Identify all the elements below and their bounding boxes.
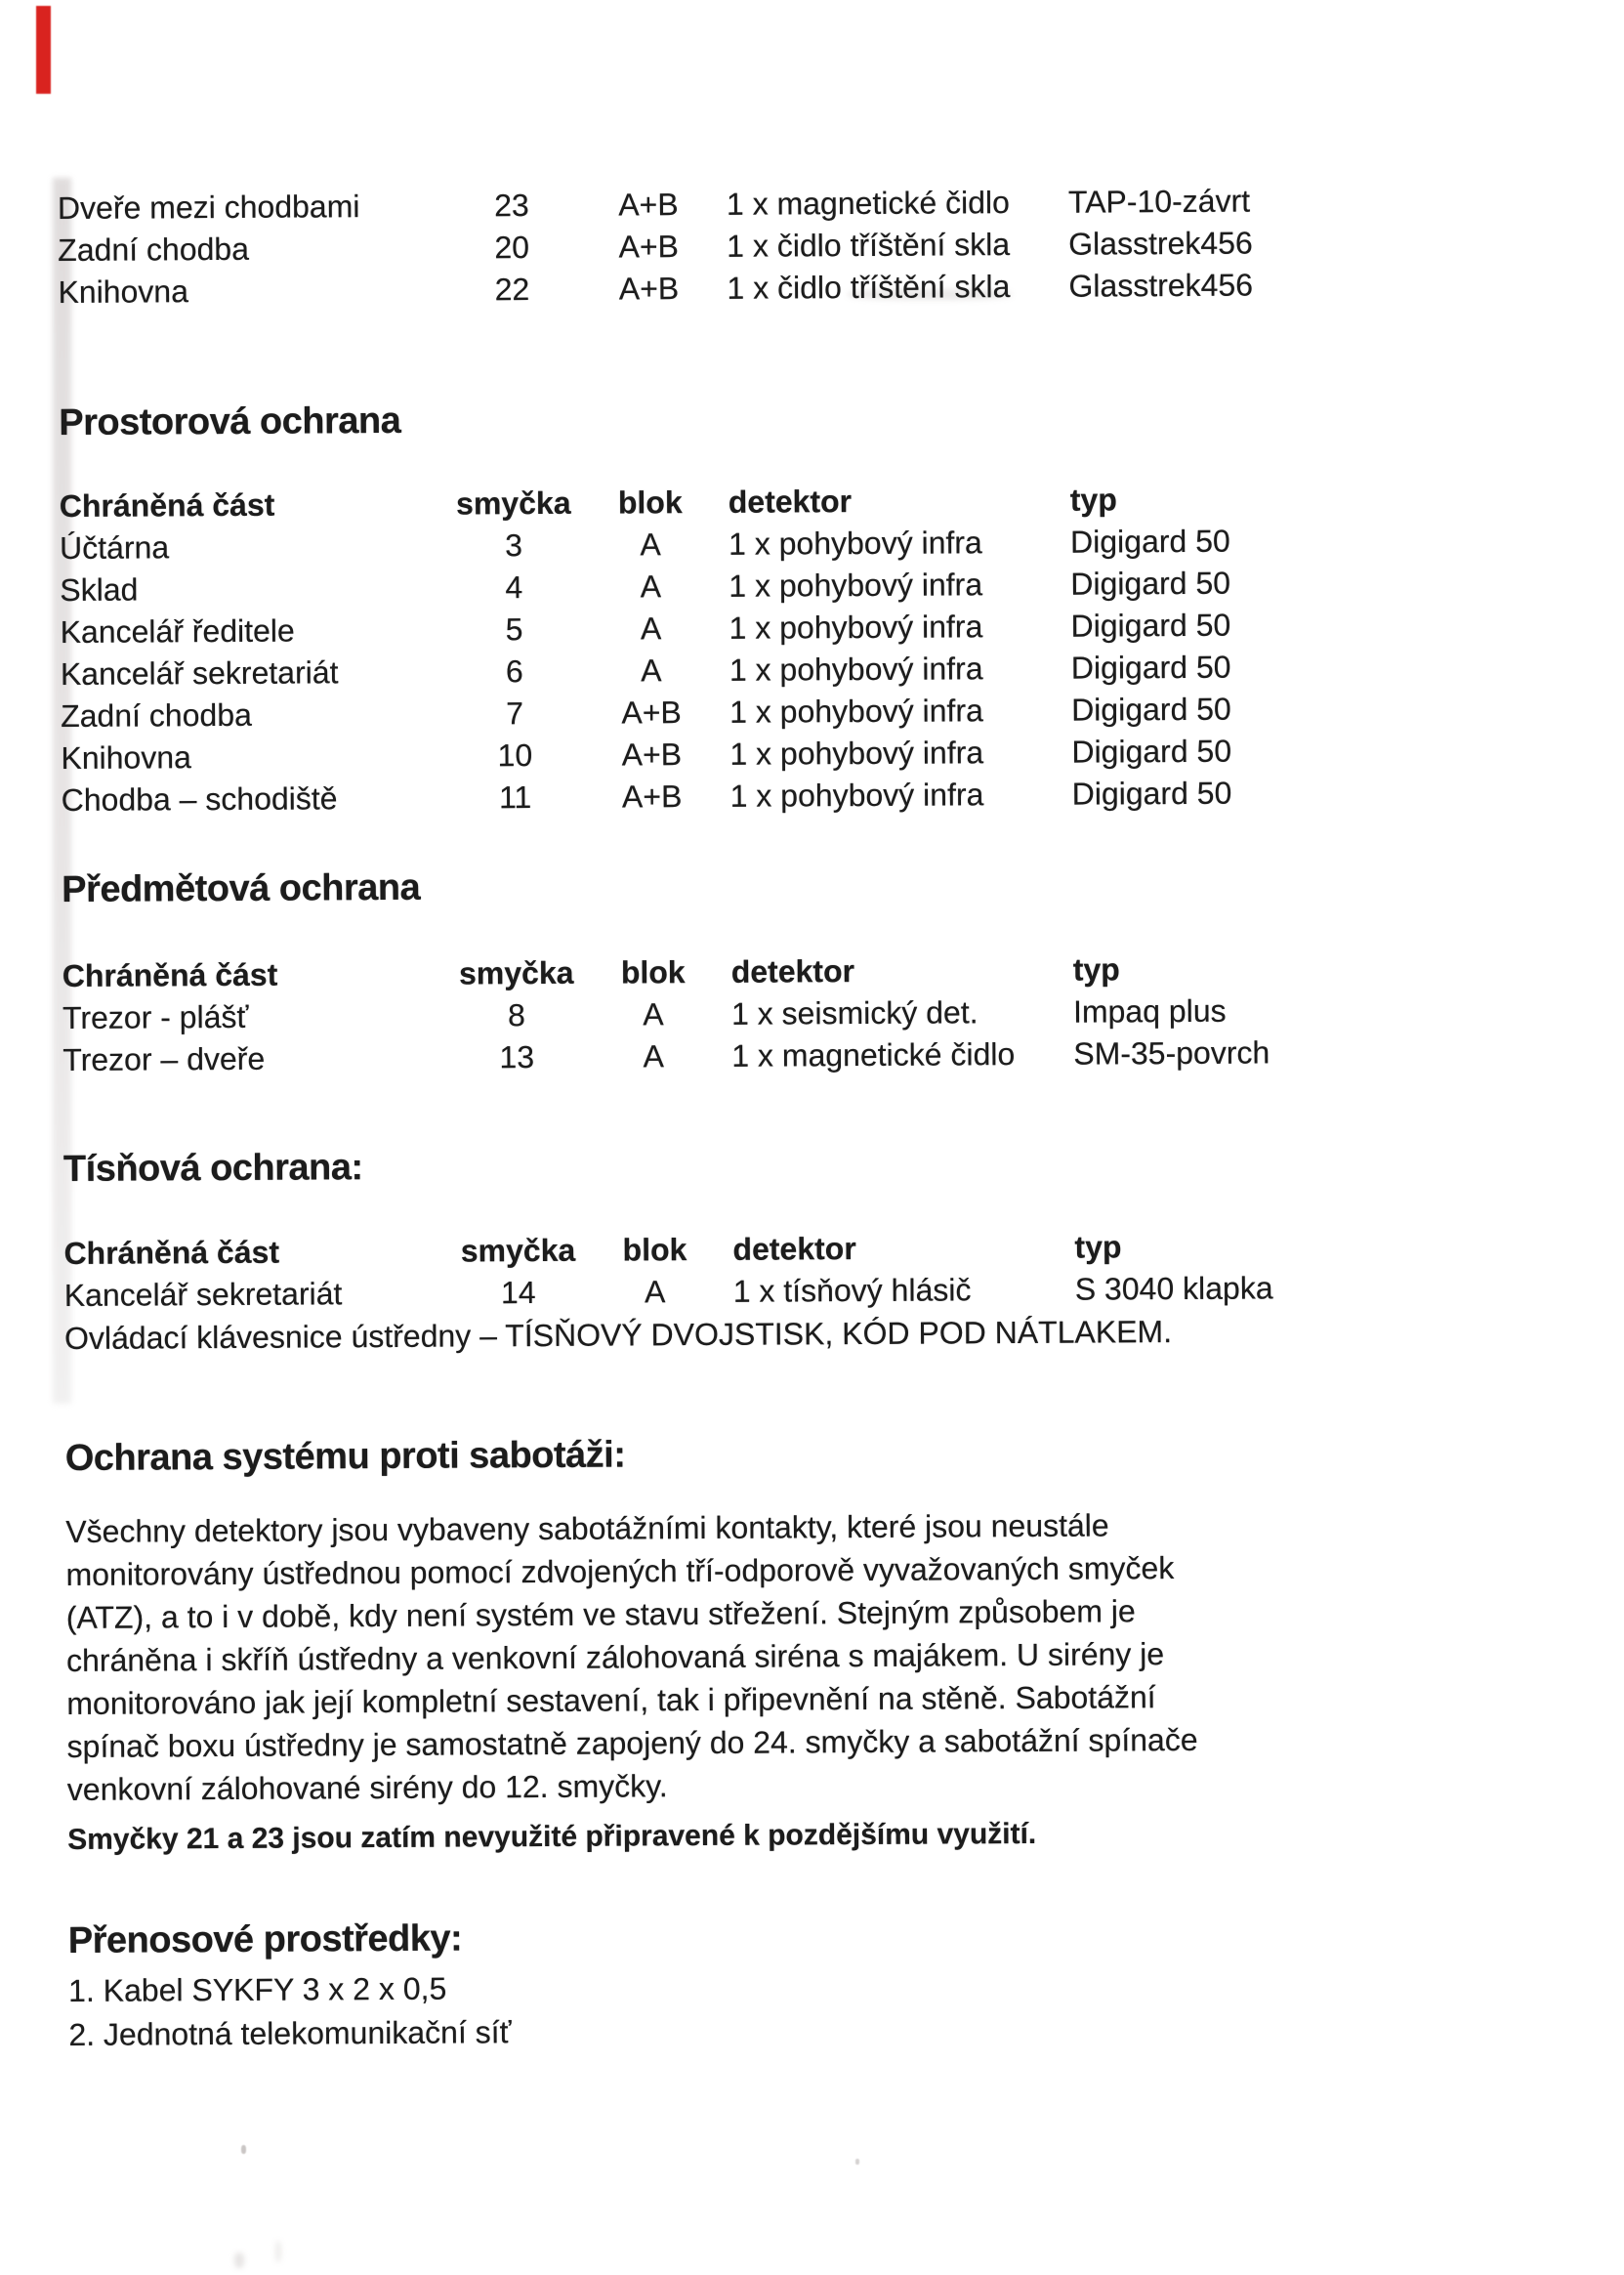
cell-type: Digigard 50 (1071, 775, 1232, 812)
cell-loop: 6 (505, 653, 523, 690)
cell-block: A (640, 569, 662, 605)
cell-detector: 1 x pohybový infra (729, 567, 983, 604)
cell-protected-area: Kancelář sekretariát (60, 654, 339, 693)
section-title-prenosove: Přenosové prostředky: (67, 1917, 463, 1961)
cell-block: A (644, 1274, 666, 1310)
cell-type: Digigard 50 (1069, 523, 1230, 560)
table-row (62, 1030, 1594, 1081)
cell-type: Digigard 50 (1070, 649, 1231, 686)
cell-block: A (641, 653, 662, 689)
cell-protected-area: Zadní chodba (61, 696, 252, 735)
section-title-sabotaz: Ochrana systému proti sabotáži: (64, 1434, 626, 1479)
cell-detector: 1 x pohybový infra (729, 609, 983, 646)
cell-protected-area: Knihovna (61, 739, 191, 777)
cell-protected-area: Knihovna (58, 274, 189, 311)
list-item: 1. Kabel SYKFY 3 x 2 x 0,5 (68, 1970, 447, 2008)
paragraph-line: chráněna i skříň ústředny a venkovní zálohovaná siréna s majákem. U sirény je (65, 1636, 1165, 1678)
paragraph-line: Všechny detektory jsou vybaveny sabotážními kontakty, které jsou neustále (65, 1507, 1109, 1549)
spare-loops-note: Smyčky 21 a 23 jsou zatím nevyužité připravené k pozdějšímu využití. (67, 1817, 1037, 1856)
cell-detector: 1 x magnetické čidlo (726, 185, 1010, 222)
cell-protected-area: Kancelář sekretariát (63, 1276, 343, 1313)
cell-block: A (640, 611, 662, 647)
cell-type: Digigard 50 (1071, 691, 1231, 728)
cell-protected-area: Chodba – schodiště (61, 780, 338, 819)
cell-block: A+B (621, 779, 683, 815)
sabotage-paragraph (65, 1500, 1599, 1811)
cell-loop: 5 (505, 611, 523, 648)
col-header-loop: smyčka (460, 1232, 576, 1269)
cell-block: A+B (618, 187, 679, 223)
cell-detector: 1 x pohybový infra (728, 525, 982, 562)
col-header-type: typ (1072, 951, 1120, 988)
table-row (62, 770, 1593, 822)
cell-type: SM-35-povrch (1073, 1034, 1270, 1072)
cell-detector: 1 x pohybový infra (729, 777, 984, 814)
cell-type: TAP-10-závrt (1067, 183, 1251, 220)
col-header-protected-area: Chráněná část (59, 486, 275, 525)
cell-type: S 3040 klapka (1074, 1270, 1273, 1307)
cell-block: A+B (618, 229, 680, 265)
cell-block: A (643, 996, 664, 1032)
col-header-protected-area: Chráněná část (63, 1234, 280, 1271)
cell-detector: 1 x seismický det. (730, 994, 979, 1032)
cell-loop: 3 (505, 527, 523, 564)
cell-type: Impaq plus (1072, 992, 1227, 1030)
paragraph-line: monitorovány ústřednou pomocí zdvojených tří-odporově vyvažovaných smyček (65, 1550, 1175, 1592)
col-header-type: typ (1074, 1229, 1122, 1265)
col-header-block: blok (622, 1232, 687, 1268)
cell-detector: 1 x pohybový infra (729, 735, 984, 772)
cell-detector: 1 x tísňový hlásič (732, 1272, 972, 1309)
section-title-prostorova: Prostorová ochrana (59, 400, 401, 444)
cell-block: A (640, 527, 661, 563)
cell-detector: 1 x čidlo tříštění skla (727, 227, 1011, 264)
col-header-protected-area: Chráněná část (62, 956, 278, 994)
predmetova-table (62, 946, 1595, 1081)
cell-loop: 10 (497, 737, 533, 774)
cell-loop: 7 (506, 695, 524, 732)
paragraph-line: (ATZ), a to i v době, kdy není systém ve stavu střežení. Stejným způsobem je (65, 1593, 1136, 1635)
cell-loop: 11 (498, 779, 532, 816)
cell-type: Glasstrek456 (1068, 267, 1254, 304)
list-item: 2. Jednotná telekomunikační síť (68, 2014, 512, 2052)
cell-protected-area: Zadní chodba (58, 231, 250, 269)
paragraph-line: monitorováno jak její kompletní sestavení, tak i připevnění na stěně. Sabotážní (66, 1679, 1156, 1721)
tisnova-table (63, 1223, 1595, 1317)
paragraph-line: venkovní zálohované sirény do 12. smyčky. (66, 1768, 668, 1807)
cell-loop: 22 (494, 272, 530, 308)
col-header-block: blok (617, 484, 683, 521)
cell-protected-area: Účtárna (59, 529, 170, 567)
cell-detector: 1 x pohybový infra (729, 693, 983, 730)
cell-block: A+B (618, 271, 680, 307)
col-header-detector: detektor (728, 484, 853, 520)
cell-type: Digigard 50 (1070, 565, 1231, 602)
prostorova-table (60, 476, 1593, 822)
cell-loop: 13 (499, 1039, 535, 1075)
cell-type: Glasstrek456 (1068, 225, 1253, 262)
cell-detector: 1 x pohybový infra (729, 651, 983, 688)
col-header-block: blok (620, 954, 686, 990)
table-row (58, 262, 1589, 314)
cell-block: A+B (621, 737, 683, 773)
col-header-loop: smyčka (458, 954, 574, 991)
cell-loop: 20 (494, 230, 530, 266)
perimeter-protection-table-continuation (58, 178, 1590, 314)
cell-block: A (643, 1038, 665, 1074)
cell-block: A+B (621, 695, 682, 731)
cell-type: Digigard 50 (1071, 733, 1232, 770)
section-title-predmetova: Předmětová ochrana (62, 866, 421, 911)
cell-protected-area: Dveře mezi chodbami (57, 189, 360, 227)
cell-loop: 8 (508, 997, 526, 1033)
paragraph-line: spínač boxu ústředny je samostatně zapojený do 24. smyčky a sabotážní spínače (66, 1721, 1198, 1764)
cell-type: Digigard 50 (1070, 607, 1231, 644)
cell-detector: 1 x čidlo tříštění skla (727, 269, 1011, 306)
section-title-tisnova: Tísňová ochrana: (62, 1147, 363, 1190)
cell-loop: 14 (500, 1275, 536, 1311)
col-header-detector: detektor (732, 1231, 856, 1267)
col-header-detector: detektor (730, 953, 855, 990)
cell-protected-area: Trezor – dveře (62, 1040, 266, 1078)
col-header-type: typ (1069, 482, 1117, 518)
col-header-loop: smyčka (455, 484, 571, 522)
cell-protected-area: Trezor - plášť (62, 998, 249, 1036)
keypad-duress-note: Ovládací klávesnice ústředny – TÍSŇOVÝ DVOJSTISK, KÓD POD NÁTLAKEM. (63, 1314, 1173, 1356)
cell-protected-area: Kancelář ředitele (60, 612, 295, 651)
cell-detector: 1 x magnetické čidlo (731, 1036, 1016, 1074)
cell-loop: 23 (494, 188, 529, 224)
cell-loop: 4 (505, 569, 523, 606)
cell-protected-area: Sklad (60, 571, 139, 609)
